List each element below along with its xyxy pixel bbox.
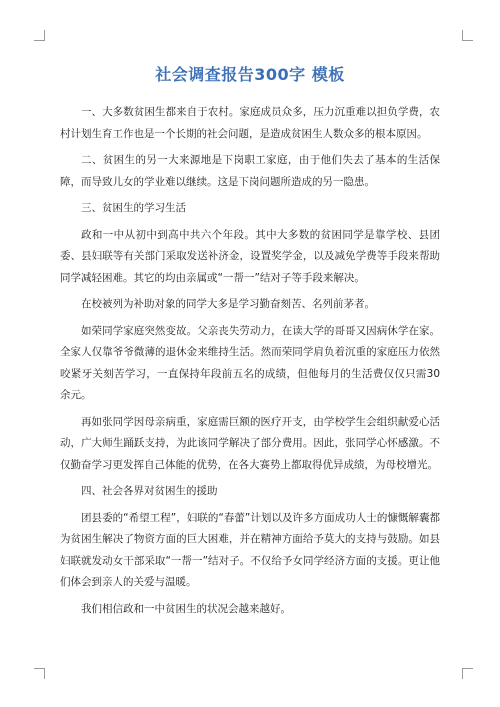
paragraph: 如荣同学家庭突然变故。父亲丧失劳动力，在读大学的哥哥又因病休学在家。全家人仅靠爷爷微薄的退休金来维持生活。然而荣同学肩负着沉重的家庭压力依然咬紧牙关刻苦学习，一直保持年段前五名的成绩，但他每月的生活费仅仅只需30余元。 <box>60 324 440 401</box>
paragraph: 团县委的“希望工程”，妇联的“春蕾”计划以及许多方面成功人士的慷慨解囊都为贫困生解决了物资方面的巨大困难，并在精神方面给予莫大的支持与鼓励。如县妇联就发动女干部采取“一帮一”结对子。不仅给予女同学经济方面的支援。更让他们体会到亲人的关爱与温暖。 <box>60 511 440 588</box>
crop-mark-bottom-right <box>462 668 473 679</box>
paragraph: 政和一中从初中到高中共六个年段。其中大多数的贫困同学是靠学校、县团委、县妇联等有关部门采取发送补济金，设置奖学金，以及减免学费等手段来帮助同学减轻困难。其它的均由亲属或“一帮一”结对子等手段来解决。 <box>60 228 440 284</box>
paragraph: 二、贫困生的另一大来源地是下岗职工家庭，由于他们失去了基本的生活保障，而导致儿女的学业难以继续。这是下岗问题所造成的另一隐患。 <box>60 154 440 188</box>
document-title: 社会调查报告300字 模板 <box>155 65 345 84</box>
document-body <box>60 102 440 625</box>
section-heading: 四、社会各界对贫困生的援助 <box>81 485 218 497</box>
paragraph: 一、大多数贫困生都来自于农村。家庭成员众多，压力沉重难以担负学费，农村计划生育工作也是一个长期的社会问题，是造成贫困生人数众多的根本原因。 <box>60 106 440 140</box>
paragraph: 再如张同学因母亲病重，家庭需巨额的医疗开支，由学校学生会组织献爱心活动，广大师生踊跃支持，为此该同学解决了部分费用。因此，张同学心怀感激。不仅勤奋学习更发挥自己体能的优势，在各大赛势上都取得优异成绩，为母校增光。 <box>60 415 440 471</box>
section-heading: 三、贫困生的学习生活 <box>81 202 186 214</box>
crop-mark-top-right <box>462 30 473 41</box>
paragraph: 在校被列为补助对象的同学大多是学习勤奋刻苦、名列前茅者。 <box>81 298 375 310</box>
paragraph: 我们相信政和一中贫困生的状况会越来越好。 <box>81 602 291 615</box>
crop-mark-bottom-left <box>34 668 45 679</box>
crop-mark-top-left <box>34 30 45 41</box>
